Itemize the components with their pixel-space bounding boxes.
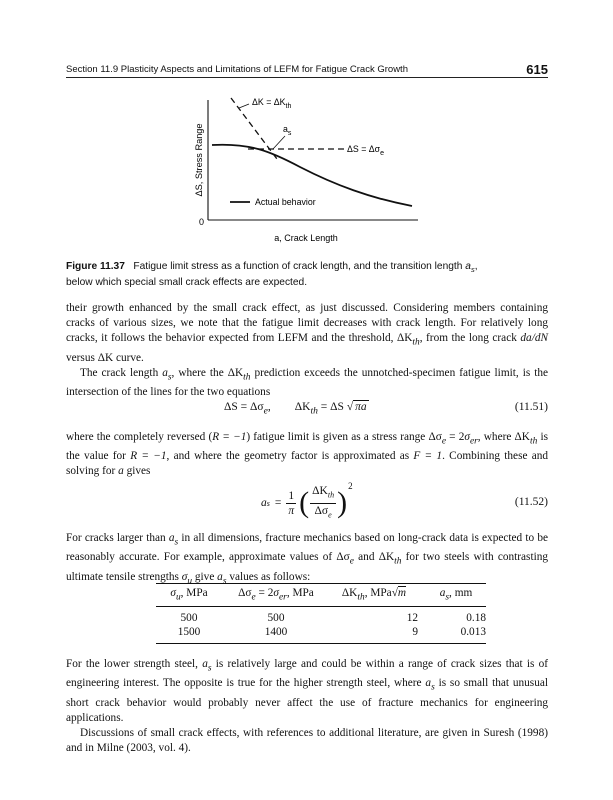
cell-ultimate-strength: 1500 — [156, 625, 222, 644]
table-row — [156, 625, 486, 644]
cell-threshold: 12 — [406, 612, 418, 625]
x-axis-label: a, Crack Length — [274, 233, 338, 243]
caption-line-2: below which special small crack effects are expected. — [66, 277, 308, 289]
caption-comma: , — [474, 261, 478, 272]
caption-text: Fatigue limit stress as a function of crack length, and the transition length — [133, 261, 463, 272]
caption-var-sub: s — [470, 265, 475, 275]
paragraph-5: For the lower strength steel, $a_s$ is relatively large and could be within a range of crack sizes that is of engineering interest. The opposite is true for the higher strength steel, where $a_s$ is so small that unusual short crack behavior would probably never affect the use of fracture mechanics for engineering applications. — [66, 658, 549, 724]
page-number: 615 — [526, 62, 548, 77]
cell-threshold: 9 — [330, 625, 426, 644]
paragraph-4: For cracks larger than $a_s$ in all dimensions, fracture mechanics based on long-crack data is expected to be reasonably accurate. For example, approximate values of $\Delta\sigma_e$ and $\Delta K_{th}$ for two steels with contrasting ultimate tensile strengths $\sigma_u$ give $a_s$ values as follows: — [66, 532, 549, 586]
equation-11-52 — [66, 482, 548, 524]
cell-transition-length: 0.013 — [426, 625, 486, 644]
origin-label: 0 — [198, 217, 204, 227]
body-text-bottom — [66, 657, 548, 756]
body-text-middle — [66, 430, 548, 480]
equation-number: (11.52) — [514, 496, 548, 508]
figure-label: Figure 11.37 — [66, 261, 125, 272]
equation-11-51 — [66, 401, 548, 421]
header-transition-length: $a_s$, mm — [426, 584, 486, 607]
paragraph-2: The crack length $a_s$, where the $\Delta K_{th}$ prediction exceeds the unnotched-specimen fatigue limit, is the intersection of the lines for the two equations — [66, 366, 549, 398]
legend-label: Actual behavior — [255, 197, 316, 207]
as-label: $a_s$ — [283, 124, 292, 137]
caption-var: a — [465, 261, 471, 272]
kth-leader-line — [239, 104, 249, 108]
delta-k-threshold-line — [231, 98, 277, 159]
body-text-top — [66, 301, 548, 400]
paragraph-6: Discussions of small crack effects, with references to additional literature, are given in Suresh (1998) and in Milne (2003, vol. 4). — [66, 726, 548, 754]
header-fatigue-limit: $\Delta\sigma_e = 2\sigma_{er}$, MPa — [222, 584, 330, 607]
cell-transition-length: 0.18 — [466, 612, 486, 625]
section-title: Section 11.9 Plasticity Aspects and Limitations of LEFM for Fatigue Crack Growth — [66, 64, 408, 75]
sqrt: √ πa — [346, 401, 367, 413]
figure-caption — [66, 260, 548, 289]
fatigue-limit-plot — [190, 85, 430, 250]
figure-11-37 — [190, 85, 430, 255]
header-ultimate-strength: $\sigma_u$, MPa — [156, 584, 222, 607]
equation-number: (11.51) — [514, 401, 548, 413]
y-axis-label: ΔS, Stress Range — [194, 123, 204, 197]
paragraph-1: their growth enhanced by the small crack effect, as just discussed. Considering members containing cracks of various sizes, we note that the fatigue limit decreases with crack length. For relatively long cracks, it follows the behavior expected from LEFM and the threshold, $\Delta K_{th}$, from the long crack da/dN versus ΔK curve. — [66, 302, 549, 364]
body-text-lower — [66, 531, 548, 589]
cell-fatigue-limit: 1400 — [222, 625, 330, 644]
header-threshold: $\Delta K_{th}$, MPa√m — [330, 584, 426, 607]
cell-ultimate-strength: 500 — [180, 612, 198, 625]
table-row — [156, 607, 486, 626]
table-header-row — [156, 584, 486, 607]
caption-line-1 — [66, 260, 548, 276]
cell-fatigue-limit: 500 — [267, 612, 285, 625]
as-leader-line — [273, 136, 285, 149]
data-table — [156, 583, 486, 644]
steel-properties-table — [156, 583, 486, 644]
eq-1151-expr: $\Delta S = \Delta\sigma_e$, $\Delta K_{th} = \Delta S$ √ πa — [224, 401, 367, 417]
kth-line-label: $\Delta K = \Delta K_{th}$ — [252, 97, 292, 110]
eq-1152-expr: a s = $\frac{1}{\pi}$ ( $\frac{\Delta K_{th}}{\Delta\sigma_e}$ ) $^2$ — [261, 481, 353, 519]
fatigue-limit-label: $\Delta S = \Delta\sigma_e$ — [347, 144, 384, 157]
paragraph-3: where the completely reversed (R = −1) fatigue limit is given as a stress range $\Delta\sigma_e = 2\sigma_{er}$, where $\Delta K_{th}$ is the value for R = −1, and where the geometry factor is approximated as F = 1. Combining these and solving for a gives — [66, 431, 549, 478]
header-rule — [66, 77, 548, 78]
